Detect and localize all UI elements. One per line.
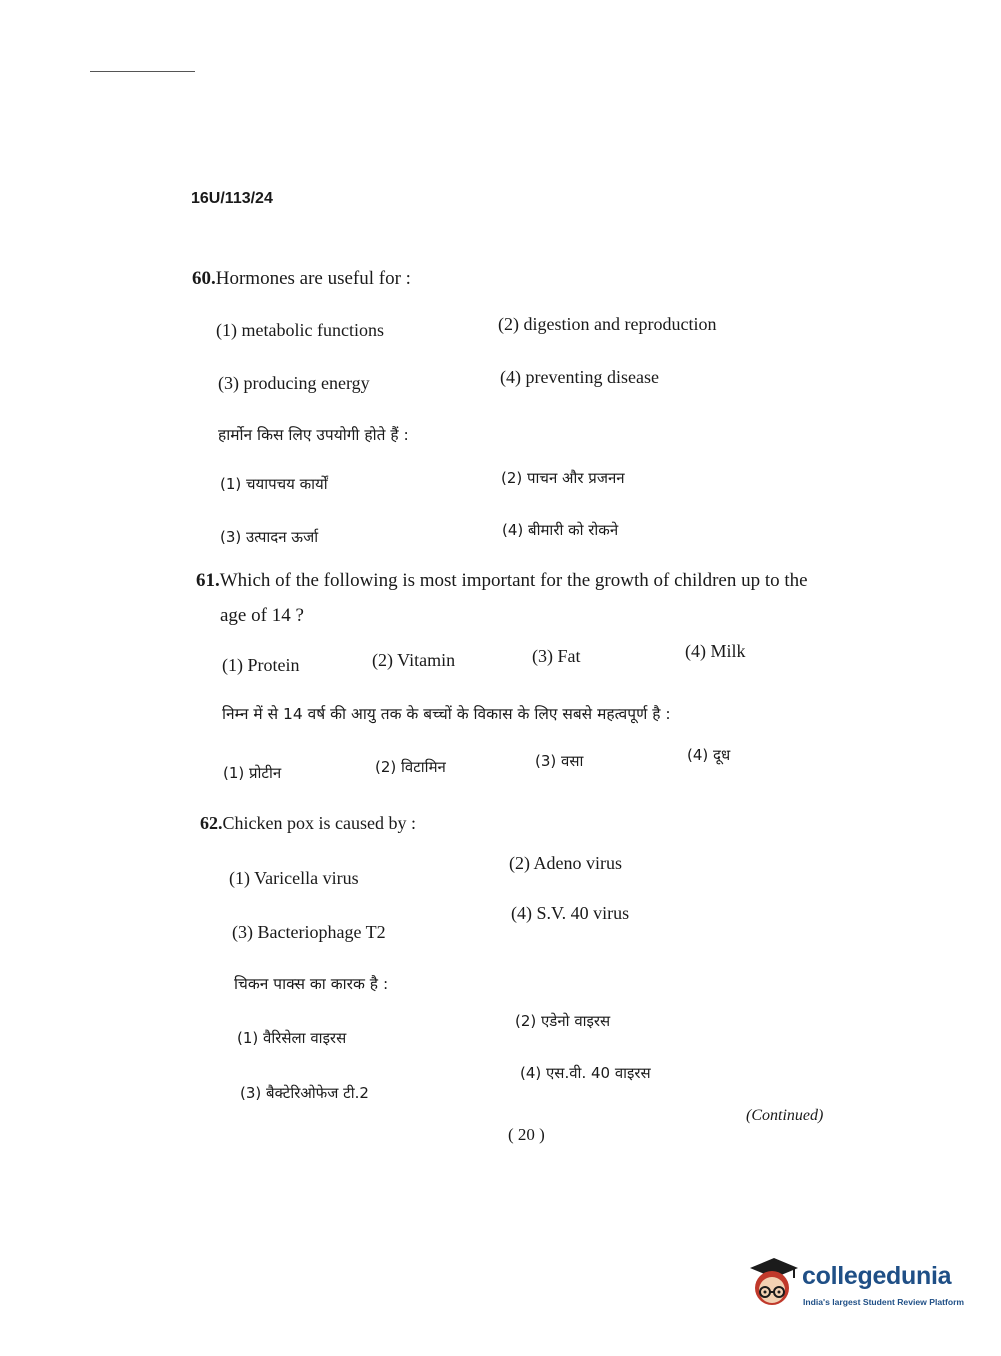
q61-hindi-option-3: (3) वसा: [535, 752, 584, 770]
q61-option-4: (4) Milk: [685, 641, 746, 661]
logo-tagline: India's largest Student Review Platform: [803, 1297, 965, 1307]
question-text: Chicken pox is caused by :: [222, 813, 416, 833]
q60-hindi-option-3: (3) उत्पादन ऊर्जा: [220, 528, 319, 546]
question-60: [192, 268, 411, 290]
q60-option-2: (2) digestion and reproduction: [498, 314, 717, 334]
q60-hindi-option-4: (4) बीमारी को रोकने: [502, 521, 619, 539]
q60-hindi-text: हार्मोन किस लिए उपयोगी होते हैं :: [218, 426, 409, 444]
q61-option-1: (1) Protein: [222, 655, 300, 675]
q60-hindi-option-1: (1) चयापचय कार्यों: [220, 475, 328, 493]
q61-hindi-option-1: (1) प्रोटीन: [223, 764, 282, 782]
q61-option-2: (2) Vitamin: [372, 650, 456, 670]
q62-hindi-option-4: (4) एस.वी. 40 वाइरस: [520, 1064, 651, 1082]
q61-hindi-text: निम्न में से 14 वर्ष की आयु तक के बच्चों के विकास के लिए सबसे महत्वपूर्ण है :: [222, 705, 671, 723]
q60-option-3: (3) producing energy: [218, 373, 370, 393]
question-number: 60.: [192, 268, 216, 289]
q62-option-1: (1) Varicella virus: [229, 868, 359, 888]
q62-option-3: (3) Bacteriophage T2: [232, 922, 386, 942]
q61-hindi-option-4: (4) दूध: [687, 746, 731, 764]
page-number: ( 20 ): [508, 1125, 545, 1144]
logo-wordmark: collegedunia: [802, 1262, 952, 1290]
q62-hindi-text: चिकन पाक्स का कारक है :: [234, 975, 389, 993]
q61-hindi-option-2: (2) विटामिन: [375, 758, 446, 776]
q62-hindi-option-2: (2) एडेनो वाइरस: [515, 1012, 611, 1030]
q60-option-4: (4) preventing disease: [500, 367, 659, 387]
continued-note: (Continued): [746, 1107, 824, 1124]
question-number: 62.: [200, 813, 223, 833]
question-61: [196, 570, 808, 592]
top-rule: [90, 71, 195, 72]
question-62: [200, 813, 416, 834]
paper-code: 16U/113/24: [191, 190, 273, 207]
question-text-line-1: Which of the following is most important for the growth of children up to the: [219, 570, 808, 591]
question-text: Hormones are useful for :: [215, 268, 411, 289]
q62-hindi-option-3: (3) बैक्टेरिओफेज टी.2: [240, 1084, 369, 1102]
q60-option-1: (1) metabolic functions: [216, 320, 384, 340]
q62-option-2: (2) Adeno virus: [509, 853, 622, 873]
question-text-line-2: age of 14 ?: [220, 605, 304, 626]
q62-hindi-option-1: (1) वैरिसेला वाइरस: [237, 1029, 347, 1047]
question-number: 61.: [196, 570, 220, 591]
q60-hindi-option-2: (2) पाचन और प्रजनन: [501, 469, 625, 487]
q61-option-3: (3) Fat: [532, 646, 581, 666]
q62-option-4: (4) S.V. 40 virus: [511, 903, 630, 923]
